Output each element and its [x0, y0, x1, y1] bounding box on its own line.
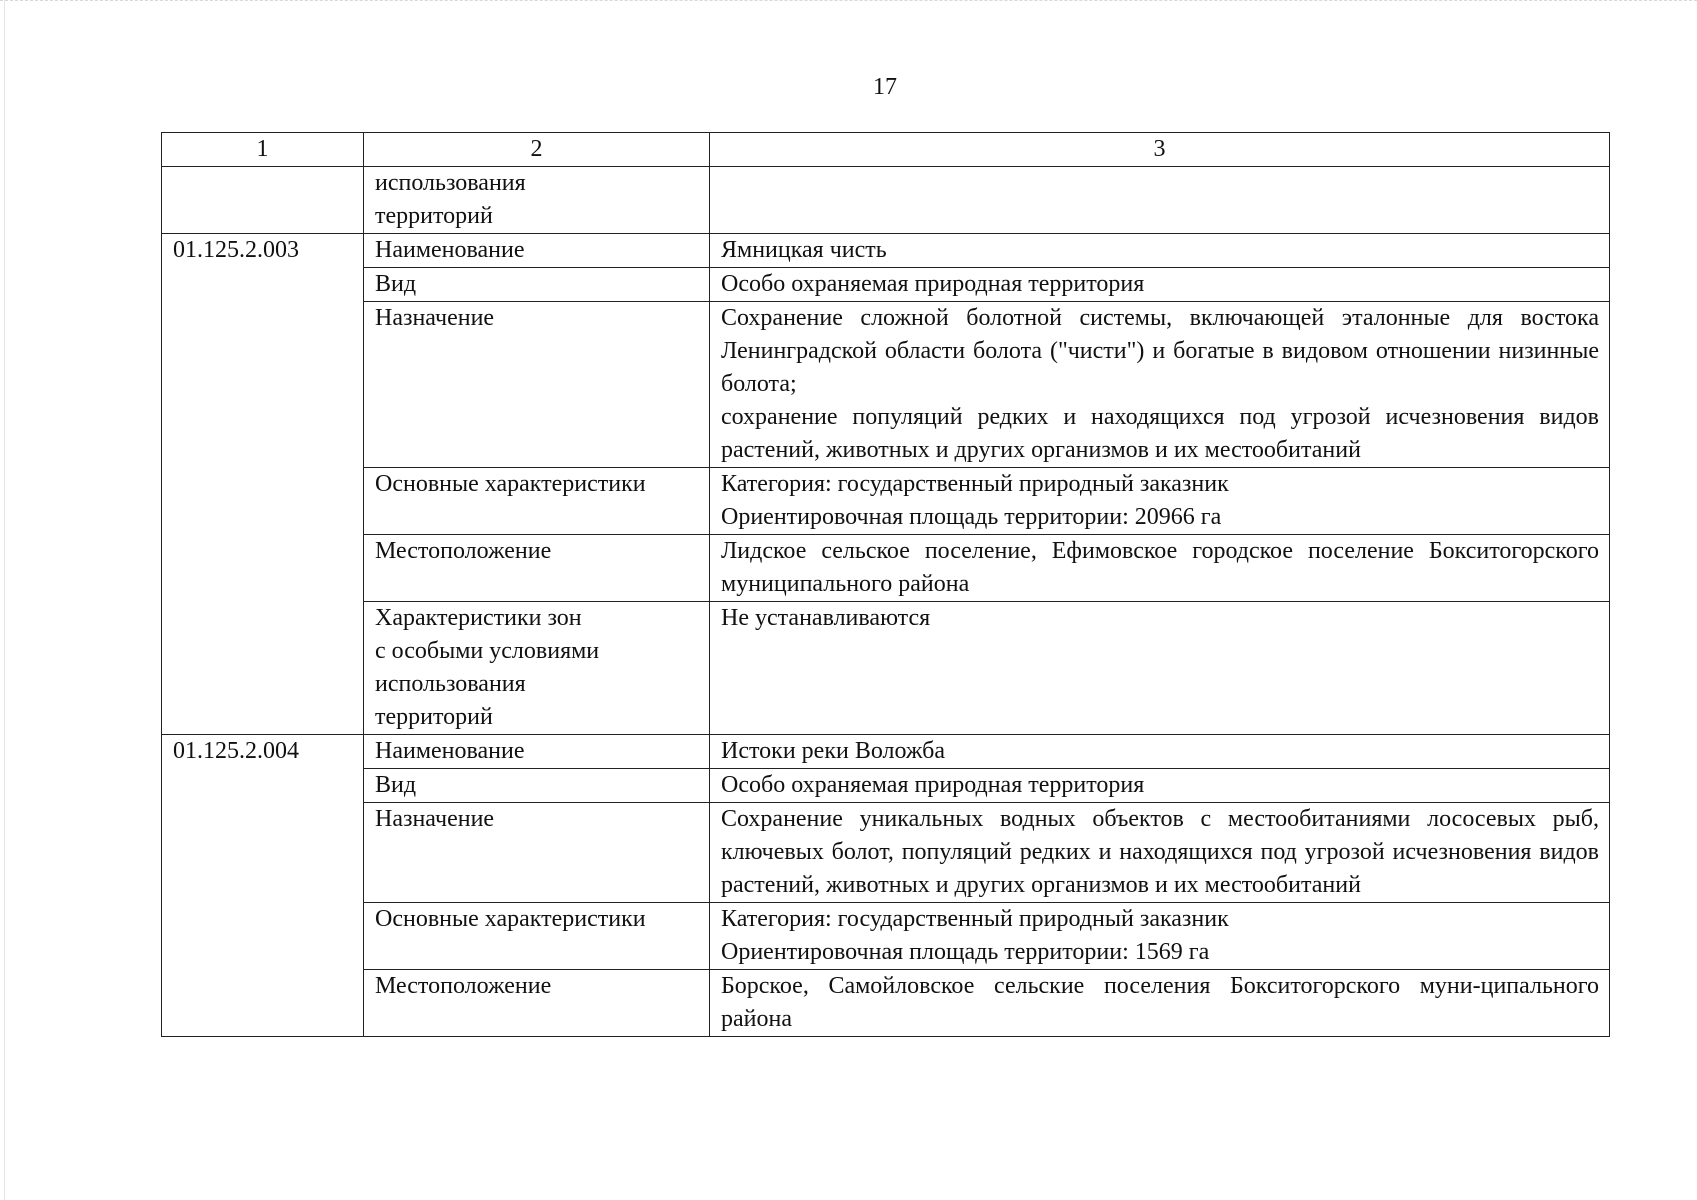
- value-paragraph: Ямницкая чисть: [721, 237, 887, 263]
- value-paragraph: Сохранение сложной болотной системы, включающей эталонные для востока Ленинградской области болота ("чисти") и богатые в видовом отношении низинные болота;: [721, 305, 1599, 397]
- label-line: Характеристики зон: [375, 605, 582, 631]
- document-table: [161, 132, 1610, 1037]
- value-line: Ориентировочная площадь территории: 20966 га: [721, 504, 1222, 530]
- table-row: [162, 769, 1610, 803]
- value-line: Категория: государственный природный заказник: [721, 471, 1229, 497]
- value-paragraph: Особо охраняемая природная территория: [721, 271, 1145, 297]
- label-cell: Основные характеристики: [364, 903, 710, 970]
- value-paragraph: Лидское сельское поселение, Ефимовское городское поселение Бокситогорского муниципального района: [721, 538, 1599, 597]
- value-line: Категория: государственный природный заказник: [721, 906, 1229, 932]
- code-cell-empty: [162, 167, 364, 234]
- value-cell: [710, 468, 1610, 535]
- table-row: [162, 302, 1610, 468]
- value-cell: [710, 302, 1610, 468]
- value-paragraph: Сохранение уникальных водных объектов с местообитаниями лососевых рыб, ключевых болот, популяций редких и находящихся под угрозой исчезновения видов растений, животных и других организмов и их местообитаний: [721, 806, 1599, 898]
- value-paragraph: Особо охраняемая природная территория: [721, 772, 1145, 798]
- label-line: территорий: [375, 203, 493, 229]
- page-number: 17: [873, 74, 897, 100]
- header-col-3: 3: [710, 133, 1610, 167]
- label-cell: Назначение: [364, 302, 710, 468]
- table-row: [162, 903, 1610, 970]
- value-line: Ориентировочная площадь территории: 1569 га: [721, 939, 1210, 965]
- table-row: [162, 735, 1610, 769]
- label-line: использования: [375, 170, 526, 196]
- value-cell-empty: [710, 167, 1610, 234]
- record-code: 01.125.2.003: [162, 234, 364, 735]
- scan-edge: [0, 0, 1697, 7]
- label-line: с особыми условиями: [375, 638, 600, 664]
- label-cell: [364, 167, 710, 234]
- table-row: [162, 268, 1610, 302]
- label-line: использования: [375, 671, 526, 697]
- value-cell: [710, 769, 1610, 803]
- label-cell: Вид: [364, 769, 710, 803]
- header-col-2: 2: [364, 133, 710, 167]
- table-row: [162, 803, 1610, 903]
- record-code: 01.125.2.004: [162, 735, 364, 1037]
- table-row: [162, 970, 1610, 1037]
- table-header-row: [162, 133, 1610, 167]
- table-row: [162, 535, 1610, 602]
- label-cell: Вид: [364, 268, 710, 302]
- header-col-1: 1: [162, 133, 364, 167]
- label-cell: Основные характеристики: [364, 468, 710, 535]
- value-cell: [710, 903, 1610, 970]
- label-cell: Местоположение: [364, 970, 710, 1037]
- value-cell: [710, 970, 1610, 1037]
- value-cell: [710, 602, 1610, 735]
- value-cell: [710, 735, 1610, 769]
- value-cell: [710, 535, 1610, 602]
- value-paragraph: сохранение популяций редких и находящихся под угрозой исчезновения видов растений, животных и других организмов и их местообитаний: [721, 404, 1599, 463]
- table-row-continuation: [162, 167, 1610, 234]
- value-cell: [710, 268, 1610, 302]
- table-row: [162, 602, 1610, 735]
- label-cell: [364, 602, 710, 735]
- label-cell: Местоположение: [364, 535, 710, 602]
- value-paragraph: Не устанавливаются: [721, 605, 931, 631]
- label-cell: Наименование: [364, 735, 710, 769]
- label-cell: Наименование: [364, 234, 710, 268]
- value-paragraph: Борское, Самойловское сельские поселения Бокситогорского муни-ципального района: [721, 973, 1599, 1032]
- value-cell: [710, 803, 1610, 903]
- table-row: [162, 234, 1610, 268]
- label-cell: Назначение: [364, 803, 710, 903]
- value-paragraph: Истоки реки Воложба: [721, 738, 946, 764]
- scan-left-edge: [4, 0, 5, 1200]
- value-cell: [710, 234, 1610, 268]
- label-line: территорий: [375, 704, 493, 730]
- table-row: [162, 468, 1610, 535]
